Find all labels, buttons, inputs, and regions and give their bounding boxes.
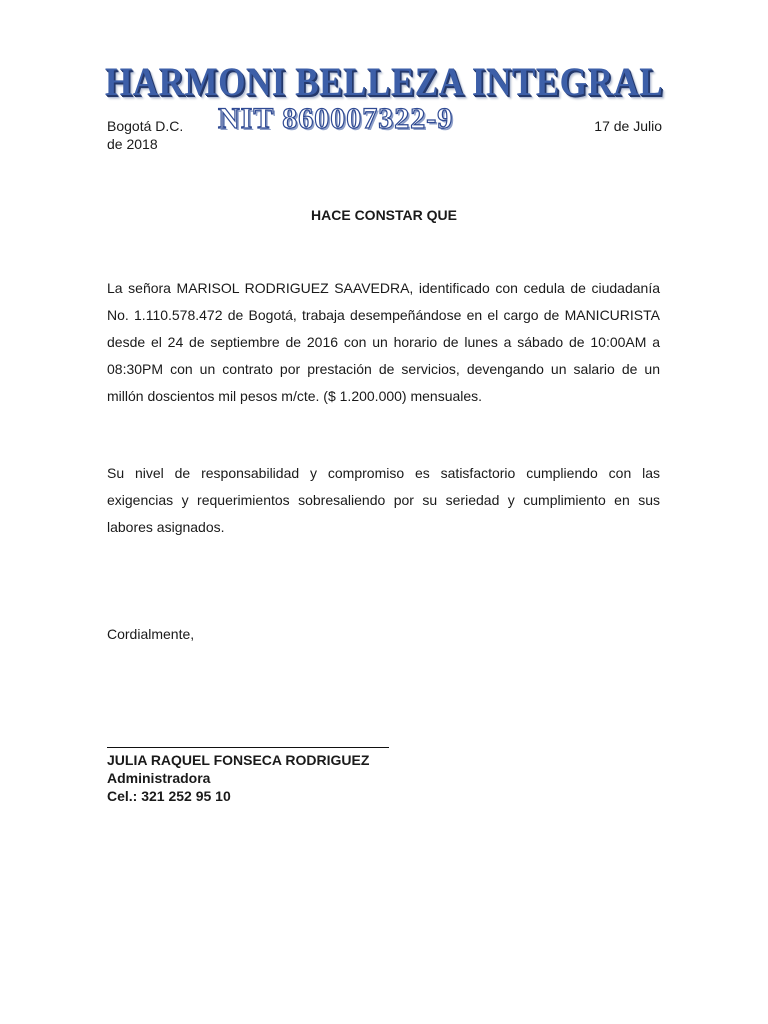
signatory-name: JULIA RAQUEL FONSECA RODRIGUEZ bbox=[107, 752, 370, 768]
body-paragraph-1: La señora MARISOL RODRIGUEZ SAAVEDRA, identificado con cedula de ciudadanía No. 1.110.578.472 de Bogotá, trabaja desempeñándose en el cargo de MANICURISTA desde el 24 de septiembre de 2016 con un horario de lunes a sábado de 10:00AM a 08:30PM con un contrato por prestación de servicios, devengando un salario de un millón doscientos mil pesos m/cte. ($ 1.200.000) mensuales. bbox=[107, 280, 660, 404]
signature-line bbox=[107, 747, 389, 748]
date-day-month: 17 de Julio bbox=[594, 118, 662, 134]
signature-block bbox=[107, 751, 369, 805]
company-nit: NIT 860007322-9 bbox=[218, 102, 454, 135]
signatory-title: Administradora bbox=[107, 770, 211, 786]
body-paragraph-2: Su nivel de responsabilidad y compromiso es satisfactorio cumpliendo con las exigencias y requerimientos sobresaliendo por su seriedad y cumplimiento en sus labores asignados. bbox=[107, 465, 660, 535]
company-name-logo: HARMONI BELLEZA INTEGRAL bbox=[104, 59, 664, 104]
document-heading: HACE CONSTAR QUE bbox=[311, 207, 457, 223]
signatory-phone: Cel.: 321 252 95 10 bbox=[107, 788, 231, 804]
date-year: de 2018 bbox=[107, 136, 158, 152]
closing-salutation: Cordialmente, bbox=[107, 626, 195, 642]
location-city: Bogotá D.C. bbox=[107, 118, 184, 134]
